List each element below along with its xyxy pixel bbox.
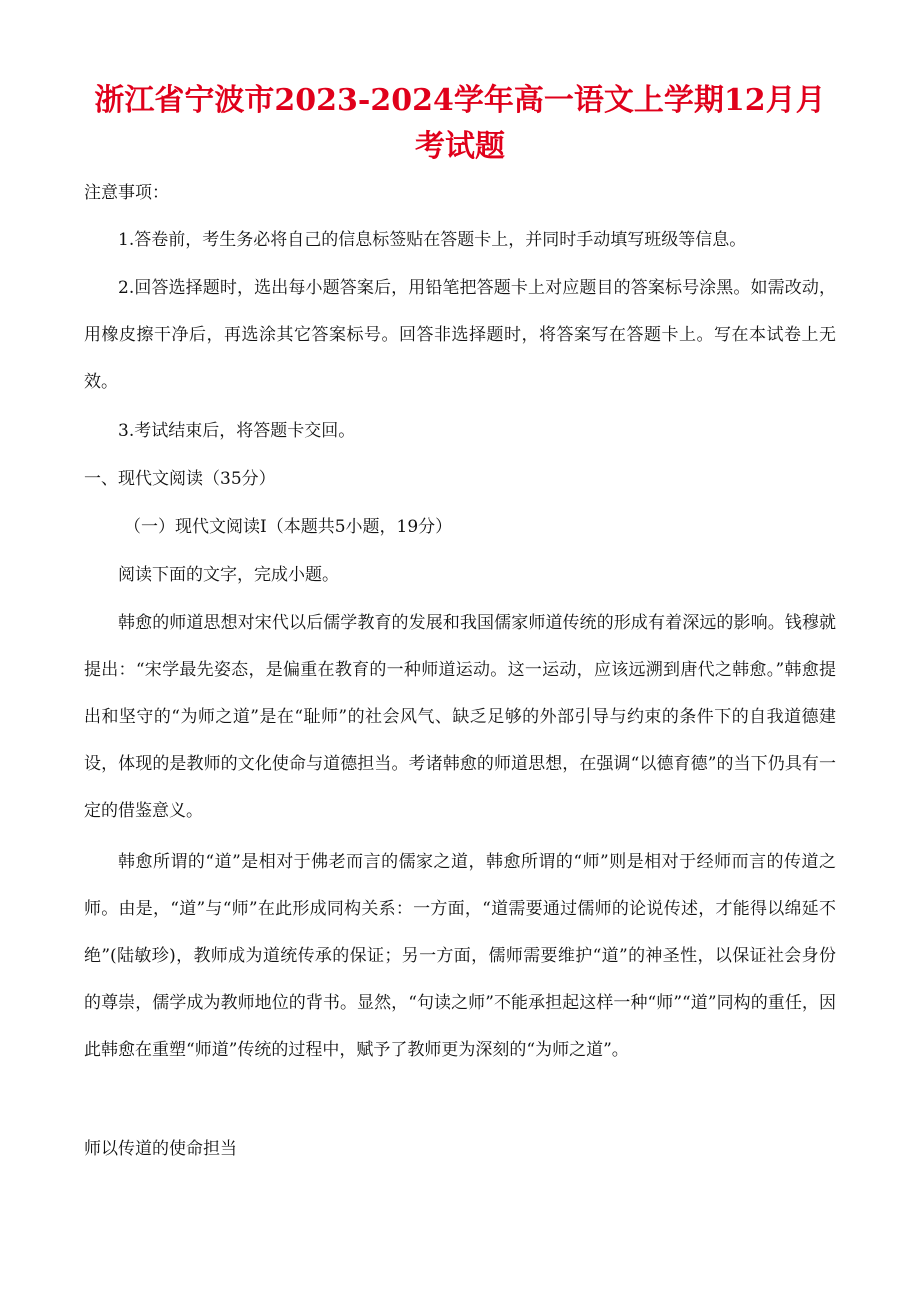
notice-item-1: 1.答卷前，考生务必将自己的信息标签贴在答题卡上，并同时手动填写班级等信息。: [118, 230, 747, 250]
notice-item-2: 2.回答选择题时，选出每小题答案后，用铅笔把答题卡上对应题目的答案标号涂黑。如需改动，用橡皮擦干净后，再选涂其它答案标号。回答非选择题时，将答案写在答题卡上。写在本试卷上无效。: [84, 278, 836, 392]
section-heading: 一、现代文阅读（35分）: [84, 469, 276, 489]
passage-subheading: 师以传道的使命担当: [84, 1139, 237, 1159]
subsection-heading: （一）现代文阅读Ⅰ（本题共5小题，19分）: [124, 517, 453, 537]
reading-instruction: 阅读下面的文字，完成小题。: [118, 565, 339, 585]
document-title: 浙江省宁波市2023-2024学年高一语文上学期12月月考试题: [94, 83, 826, 164]
notice-heading: 注意事项：: [84, 183, 169, 203]
notice-item-3: 3.考试结束后，将答题卡交回。: [118, 421, 356, 441]
passage-paragraph-1: 韩愈的师道思想对宋代以后儒学教育的发展和我国儒家师道传统的形成有着深远的影响。钱穆就提出：“宋学最先姿态，是偏重在教育的一种师道运动。这一运动，应该远溯到唐代之韩愈。”韩愈提出和坚守的“为师之道”是在“耻师”的社会风气、缺乏足够的外部引导与约束的条件下的自我道德建设，体现的是教师的文化使命与道德担当。考诸韩愈的师道思想，在强调“以德育德”的当下仍具有一定的借鉴意义。: [84, 613, 836, 821]
passage-paragraph-2: 韩愈所谓的“道”是相对于佛老而言的儒家之道，韩愈所谓的“师”则是相对于经师而言的传道之师。由是，“道”与“师”在此形成同构关系：一方面，“道需要通过儒师的论说传述，才能得以绵延不绝”(陆敏珍)，教师成为道统传承的保证；另一方面，儒师需要维护“道”的神圣性，以保证社会身份的尊崇，儒学成为教师地位的背书。显然，“句读之师”不能承担起这样一种“师”“道”同构的重任，因此韩愈在重塑“师道”传统的过程中，赋予了教师更为深刻的“为师之道”。: [84, 852, 836, 1060]
